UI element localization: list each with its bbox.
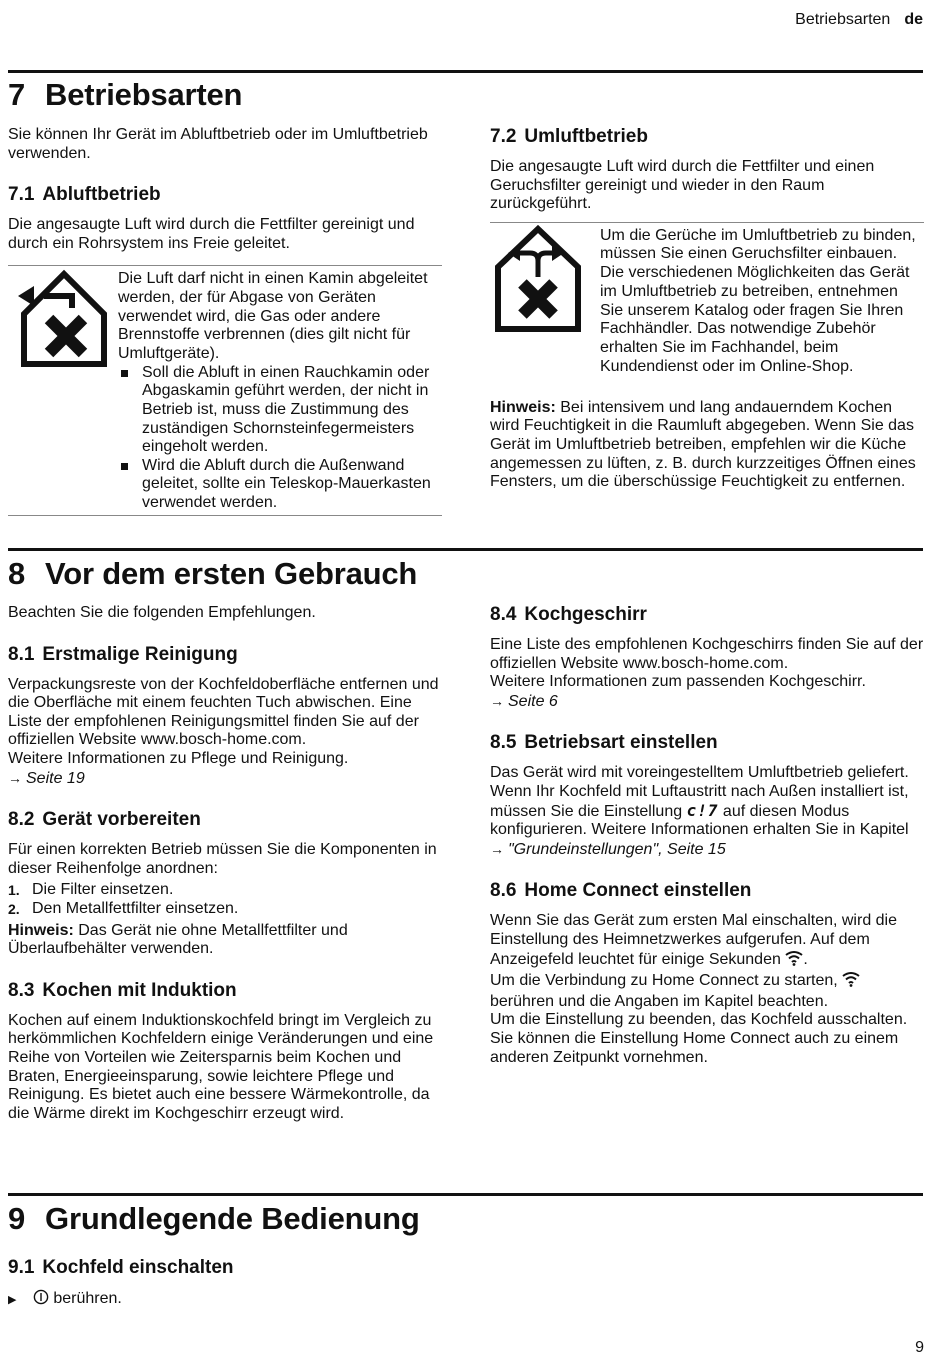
section-8-1-heading	[8, 644, 442, 666]
section-8-5-heading	[490, 732, 924, 754]
section-8-2-number: 8.2	[8, 809, 35, 831]
section-8-5-text-2	[490, 783, 924, 840]
note-text: Bei intensivem und lang andauerndem Kochen wird Feuchtigkeit in die Raumluft abgegeben. Wenn Sie das Gerät im Umluftbetrieb betreiben, empfehlen wir die Küche angemessen zu lüften, z. B. durch kurzzeitiges Öffnen eines Fensters, um die überschüssige Feuchtigkeit zu entfernen.	[490, 398, 916, 491]
step-text: berühren.	[53, 1290, 122, 1307]
text-fragment: Wenn Ihr Kochfeld mit Luftaustritt nach Außen installiert ist, müssen Sie die Einstellung	[490, 782, 909, 820]
section-7-1-text: Die angesaugte Luft wird durch die Fettfilter gereinigt und durch ein Rohrsystem ins Freie geleitet.	[8, 216, 415, 252]
section-8-6-text-2	[490, 971, 924, 1011]
section-9-1-heading	[8, 1257, 442, 1279]
section-9-heading	[8, 1201, 420, 1237]
arrow-right-icon: →	[8, 769, 22, 786]
section-8-number: 8	[8, 556, 26, 591]
instruction-step	[8, 1289, 442, 1311]
language-code: de	[904, 11, 923, 28]
text-fragment: Um die Verbindung zu Home Connect zu starten,	[490, 972, 838, 990]
section-8-left-column	[8, 604, 442, 1123]
section-7-1-number: 7.1	[8, 184, 35, 206]
section-8-right-column	[490, 604, 924, 1067]
step-number: 2.	[8, 900, 20, 917]
note-text: Das Gerät nie ohne Metallfettfilter und Überlaufbehälter verwenden.	[8, 921, 348, 958]
wifi-icon	[842, 971, 860, 993]
text-fragment: Wenn Sie das Gerät zum ersten Mal einschalten, wird die Einstellung des Heimnetzwerkes aufgerufen. Auf dem Anzeigefeld leuchtet für einige Sekunden	[490, 912, 898, 968]
step-text: Den Metallfettfilter einsetzen.	[32, 899, 239, 917]
recirculation-callout	[490, 222, 924, 395]
section-8-4-number: 8.4	[490, 604, 517, 625]
recirculation-house-icon	[492, 225, 584, 340]
section-8-6-text-1: Wenn Sie das Gerät zum ersten Mal einschalten, wird die Einstellung des Heimnetzwerkes aufgerufen. Auf dem Anzeigefeld leuchtet für einige Sekunden .	[490, 912, 924, 971]
display-setting-code: c!7	[686, 800, 719, 820]
step-text: Die Filter einsetzen.	[32, 881, 174, 899]
section-8-4-more: Weitere Informationen zum passenden Kochgeschirr.	[490, 673, 866, 691]
exhaust-house-icon	[10, 268, 110, 373]
section-7-2-title: Umluftbetrieb	[524, 126, 648, 147]
section-7-left-column	[8, 126, 442, 516]
section-8-3-title: Kochen mit Induktion	[42, 979, 237, 1001]
step-triangle-icon: ▶	[8, 1294, 17, 1306]
section-8-3-text: Kochen auf einem Induktionskochfeld bringt im Vergleich zu herkömmlichen Kochfeldern einige Veränderungen und eine Reihe von Vorteilen wie Zeitersparnis beim Kochen und Braten, Energieeinsparung, sowie leichtere Pflege und Reinigung. Es bietet auch eine bessere Wärmekontrolle, da die Wärme direkt im Kochgeschirr erzeugt wird.	[8, 1011, 434, 1122]
exhaust-callout-text: Die Luft darf nicht in einen Kamin abgeleitet werden, der für Abgase von Geräten verwendet wird, die Gas oder andere Brennstoffe verbrennen (dies gilt nicht für Umluftgeräte).	[118, 270, 428, 363]
section-9-title: Grundlegende Bedienung	[45, 1201, 420, 1236]
step-number: 1.	[8, 882, 20, 899]
section-8-2-note	[8, 922, 442, 959]
cross-reference-link[interactable]	[490, 840, 924, 860]
section-8-1-number: 8.1	[8, 643, 35, 665]
section-7-heading	[8, 77, 242, 113]
section-8-4-title: Kochgeschirr	[524, 604, 647, 625]
bullet-item: Soll die Abluft in einen Rauchkamin oder Abgaskamin geführt werden, der nicht in Betrieb ist, muss die Zustimmung des zuständigen Schornsteinfegermeisters eingeholt werden.	[118, 364, 438, 457]
section-8-1-title: Erstmalige Reinigung	[42, 643, 238, 665]
section-8-3-number: 8.3	[8, 979, 35, 1001]
section-8-5-title: Betriebsart einstellen	[524, 732, 718, 754]
bullet-item: Wird die Abluft durch die Außenwand geleitet, sollte ein Teleskop-Mauerkasten verwendet werden.	[118, 457, 438, 513]
section-8-2-title: Gerät vorbereiten	[42, 809, 201, 831]
section-8-title: Vor dem ersten Gebrauch	[45, 556, 418, 591]
cross-reference-text: "Grundeinstellungen", Seite 15	[508, 840, 726, 858]
text-fragment: auf diesen Modus konfigurieren. Weitere Informationen erhalten Sie in Kapitel	[490, 802, 909, 839]
cross-reference-text: Seite 19	[26, 769, 85, 787]
section-8-6-text-3: Um die Einstellung zu beenden, das Kochfeld ausschalten.	[490, 1011, 908, 1029]
section-9-number: 9	[8, 1201, 26, 1236]
section-8-5-number: 8.5	[490, 732, 517, 754]
section-7-rule	[8, 70, 923, 73]
cross-reference-link[interactable]	[8, 769, 442, 789]
section-7-2-heading	[490, 126, 924, 148]
text-fragment: berühren und die Angaben im Kapitel beachten.	[490, 992, 829, 1010]
step-item	[8, 900, 442, 919]
section-7-title: Betriebsarten	[45, 77, 243, 112]
section-8-intro: Beachten Sie die folgenden Empfehlungen.	[8, 604, 316, 621]
section-8-heading	[8, 556, 417, 592]
note-label: Hinweis:	[8, 921, 74, 939]
section-7-right-column	[490, 126, 924, 492]
section-8-2-heading	[8, 809, 442, 831]
section-8-4-heading	[490, 604, 924, 626]
section-7-2-note	[490, 399, 924, 492]
arrow-right-icon: →	[490, 840, 504, 857]
section-8-3-heading	[8, 980, 442, 1002]
running-header-section: Betriebsarten	[795, 11, 891, 28]
section-8-rule	[8, 548, 923, 551]
step-item	[8, 881, 442, 900]
section-7-1-title: Abluftbetrieb	[42, 184, 161, 206]
section-7-2-number: 7.2	[490, 126, 517, 147]
section-9-rule	[8, 1193, 923, 1196]
section-8-4-text: Eine Liste des empfohlenen Kochgeschirrs finden Sie auf der offiziellen Website www.bosch-home.com.	[490, 636, 924, 672]
section-7-number: 7	[8, 77, 26, 112]
page-number: 9	[915, 1339, 924, 1356]
section-7-intro: Sie können Ihr Gerät im Abluftbetrieb oder im Umluftbetrieb verwenden.	[8, 126, 428, 162]
section-8-6-heading	[490, 880, 924, 902]
section-8-5-text: Das Gerät wird mit voreingestelltem Umluftbetrieb geliefert.	[490, 764, 909, 782]
cross-reference-link[interactable]	[490, 692, 924, 712]
cross-reference-text: Seite 6	[508, 692, 558, 710]
power-button-icon	[33, 1289, 49, 1311]
section-9-1-title: Kochfeld einschalten	[42, 1257, 234, 1278]
section-9-left-column	[8, 1257, 442, 1311]
arrow-right-icon: →	[490, 692, 504, 709]
section-7-1-heading	[8, 184, 442, 206]
section-8-6-number: 8.6	[490, 880, 517, 902]
exhaust-warning-callout	[8, 265, 442, 516]
preparation-step-list	[8, 881, 442, 918]
note-label: Hinweis:	[490, 398, 556, 416]
exhaust-bullet-list	[118, 364, 438, 513]
section-8-1-more: Weitere Informationen zu Pflege und Reinigung.	[8, 749, 349, 767]
recirculation-callout-text: Um die Gerüche im Umluftbetrieb zu binden, müssen Sie einen Geruchsfilter einbauen. Die verschiedenen Möglichkeiten das Gerät im Umluftbetrieb zu betreiben, entnehmen Sie unserem Katalog oder fragen Sie Ihren Fachhändler. Das notwendige Zubehör erhalten Sie im Fachhandel, beim Kundendienst oder im Online-Shop.	[600, 226, 916, 375]
section-9-1-number: 9.1	[8, 1257, 35, 1278]
section-8-2-text: Für einen korrekten Betrieb müssen Sie die Komponenten in dieser Reihenfolge anordnen:	[8, 841, 437, 877]
section-8-6-title: Home Connect einstellen	[524, 880, 752, 902]
section-7-2-text: Die angesaugte Luft wird durch die Fettfilter und einen Geruchsfilter gereinigt und wieder in den Raum zurückgeführt.	[490, 158, 875, 213]
running-header	[795, 11, 923, 29]
wifi-icon	[785, 950, 803, 972]
section-8-6-text-4: Sie können die Einstellung Home Connect auch zu einem anderen Zeitpunkt vornehmen.	[490, 1029, 899, 1066]
section-8-1-text: Verpackungsreste von der Kochfeldoberfläche entfernen und die Oberfläche mit einem feuchten Tuch abwischen. Eine Liste der empfohlenen Reinigungsmittel finden Sie auf der offiziellen Website www.bosch-home.com.	[8, 675, 439, 749]
